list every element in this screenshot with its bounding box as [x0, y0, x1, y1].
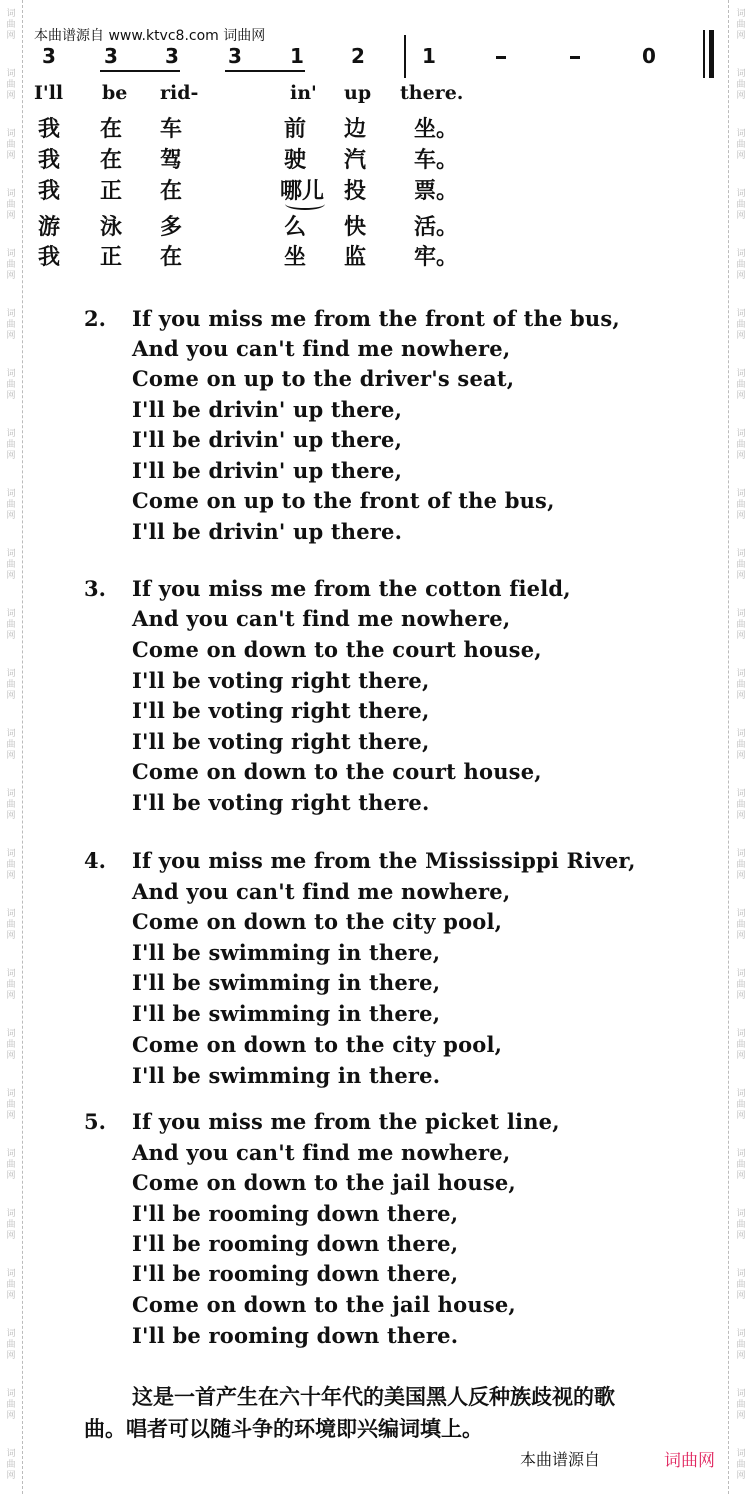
verse-line: I'll be rooming down there, [132, 1261, 459, 1286]
watermark-glyph: 曲 [6, 1460, 16, 1470]
watermark-glyph: 词 [6, 489, 16, 499]
lyric-char: 坐 [284, 245, 307, 270]
watermark-glyph: 曲 [6, 680, 16, 690]
watermark-glyph: 网 [736, 991, 746, 1001]
watermark-glyph: 词 [6, 9, 16, 19]
watermark-glyph: 网 [736, 1231, 746, 1241]
final-bar-thin [703, 30, 705, 78]
watermark-glyph: 曲 [736, 1040, 746, 1050]
watermark-glyph: 网 [736, 1111, 746, 1121]
watermark-glyph: 词 [736, 1149, 746, 1159]
verse-number: 5. [84, 1109, 106, 1134]
watermark-glyph: 曲 [736, 80, 746, 90]
lyric-char: 我 [38, 245, 61, 270]
watermark-glyph: 网 [736, 391, 746, 401]
watermark-glyph: 词 [736, 249, 746, 259]
watermark-glyph: 词 [6, 1389, 16, 1399]
watermark-glyph: 网 [736, 1171, 746, 1181]
chinese-lyric-row [0, 210, 728, 238]
watermark-glyph: 曲 [736, 980, 746, 990]
watermark-glyph: 曲 [6, 260, 16, 270]
watermark-glyph: 网 [736, 31, 746, 41]
lyric-char: 驾 [160, 148, 183, 173]
watermark-glyph: 曲 [736, 260, 746, 270]
watermark-glyph: 曲 [6, 560, 16, 570]
lyric-char: 游 [38, 215, 61, 240]
watermark-glyph: 曲 [736, 1160, 746, 1170]
watermark-glyph: 词 [6, 69, 16, 79]
watermark-glyph: 网 [736, 151, 746, 161]
watermark-glyph: 网 [736, 511, 746, 521]
watermark-glyph: 曲 [6, 1100, 16, 1110]
watermark-glyph: 曲 [6, 740, 16, 750]
verse-line: If you miss me from the Mississippi River, [132, 848, 636, 873]
verse-line: And you can't find me nowhere, [132, 1140, 511, 1165]
verse-line: Come on up to the driver's seat, [132, 366, 515, 391]
watermark-glyph: 词 [6, 1329, 16, 1339]
watermark-glyph: 词 [736, 9, 746, 19]
watermark-glyph: 词 [736, 429, 746, 439]
watermark-glyph: 词 [736, 1029, 746, 1039]
watermark-glyph: 网 [6, 91, 16, 101]
watermark-glyph: 曲 [736, 20, 746, 30]
watermark-glyph: 词 [6, 189, 16, 199]
lyric-syllable: be [102, 82, 128, 104]
watermark-glyph: 词 [736, 1389, 746, 1399]
watermark-glyph: 词 [736, 849, 746, 859]
watermark-glyph: 词 [6, 1449, 16, 1459]
lyric-char: 前 [284, 117, 307, 142]
watermark-glyph: 词 [6, 429, 16, 439]
watermark-glyph: 网 [6, 1471, 16, 1481]
lyric-char: 车。 [414, 148, 459, 173]
lyric-syllable: in' [290, 82, 317, 104]
watermark-glyph: 网 [736, 1351, 746, 1361]
verse-line: I'll be swimming in there, [132, 1001, 441, 1026]
watermark-glyph: 网 [6, 151, 16, 161]
watermark-glyph: 曲 [6, 860, 16, 870]
watermark-glyph: 词 [6, 1209, 16, 1219]
lyric-char: 牢。 [414, 245, 459, 270]
note: 0 [642, 44, 656, 68]
watermark-glyph: 网 [6, 691, 16, 701]
chinese-lyric-row [0, 143, 728, 171]
watermark-glyph: 词 [736, 549, 746, 559]
lyric-char: 汽 [344, 148, 367, 173]
verse-line: Come on down to the city pool, [132, 909, 503, 934]
watermark-glyph: 网 [736, 451, 746, 461]
verse-line: And you can't find me nowhere, [132, 336, 511, 361]
watermark-glyph: 曲 [6, 800, 16, 810]
watermark-glyph: 曲 [736, 740, 746, 750]
chinese-lyric-row [0, 174, 728, 202]
watermark-glyph: 词 [736, 1209, 746, 1219]
note: 2 [351, 44, 365, 68]
watermark-glyph: 网 [6, 1051, 16, 1061]
watermark-glyph: 网 [6, 631, 16, 641]
watermark-glyph: 曲 [6, 1220, 16, 1230]
note: 3 [42, 44, 56, 68]
dash [496, 56, 506, 59]
watermark-glyph: 曲 [736, 560, 746, 570]
lyric-char: 哪儿 [280, 179, 325, 204]
watermark-glyph: 网 [736, 811, 746, 821]
watermark-glyph: 曲 [736, 860, 746, 870]
verse-line: Come on down to the jail house, [132, 1170, 516, 1195]
verse-line: I'll be voting right there, [132, 668, 430, 693]
watermark-glyph: 网 [736, 211, 746, 221]
watermark-glyph: 曲 [736, 1220, 746, 1230]
lyric-char: 我 [38, 117, 61, 142]
watermark-glyph: 曲 [6, 200, 16, 210]
watermark-glyph: 曲 [736, 500, 746, 510]
chinese-lyric-row [0, 240, 728, 268]
watermark-glyph: 词 [736, 1449, 746, 1459]
watermark-glyph: 曲 [736, 1100, 746, 1110]
watermark-glyph: 曲 [736, 200, 746, 210]
watermark-glyph: 网 [736, 871, 746, 881]
verse-line: I'll be swimming in there. [132, 1063, 441, 1088]
watermark-glyph: 词 [6, 1269, 16, 1279]
lyric-char: 快 [344, 215, 367, 240]
watermark-glyph: 网 [736, 631, 746, 641]
lyric-char: 在 [160, 245, 183, 270]
watermark-glyph: 词 [6, 549, 16, 559]
verse-line: Come on down to the court house, [132, 759, 542, 784]
verse-line: Come on down to the city pool, [132, 1032, 503, 1057]
watermark-glyph: 词 [6, 309, 16, 319]
dash [570, 56, 580, 59]
watermark-glyph: 词 [736, 1329, 746, 1339]
watermark-glyph: 曲 [6, 1040, 16, 1050]
watermark-glyph: 曲 [736, 920, 746, 930]
watermark-glyph: 曲 [736, 1460, 746, 1470]
watermark-glyph: 曲 [6, 440, 16, 450]
verse-line: I'll be swimming in there, [132, 940, 441, 965]
watermark-glyph: 曲 [6, 1280, 16, 1290]
verse-line: If you miss me from the front of the bus, [132, 306, 620, 331]
lyric-char: 监 [344, 245, 367, 270]
chinese-lyric-row [0, 112, 728, 140]
watermark-glyph: 词 [736, 189, 746, 199]
watermark-glyph: 词 [736, 609, 746, 619]
watermark-glyph: 词 [736, 1089, 746, 1099]
verse-line: I'll be voting right there. [132, 790, 430, 815]
watermark-glyph: 网 [6, 331, 16, 341]
lyric-char: 正 [100, 179, 123, 204]
watermark-glyph: 网 [736, 271, 746, 281]
watermark-glyph: 曲 [736, 1280, 746, 1290]
footnote-line-2: 曲。唱者可以随斗争的环境即兴编词填上。 [84, 1417, 483, 1441]
lyric-char: 在 [100, 148, 123, 173]
verse-number: 3. [84, 576, 106, 601]
footnote-line-1: 这是一首产生在六十年代的美国黑人反种族歧视的歌 [132, 1385, 615, 1409]
lyric-char: 票。 [414, 179, 459, 204]
watermark-glyph: 网 [6, 871, 16, 881]
watermark-glyph: 词 [736, 1269, 746, 1279]
watermark-glyph: 词 [6, 249, 16, 259]
watermark-glyph: 词 [6, 669, 16, 679]
verse-line: I'll be voting right there, [132, 729, 430, 754]
lyric-syllable: I'll [34, 82, 64, 104]
verse-number: 4. [84, 848, 106, 873]
watermark-glyph: 网 [736, 571, 746, 581]
note: 3 [104, 44, 118, 68]
watermark-glyph: 曲 [6, 380, 16, 390]
beam-underline [100, 70, 180, 72]
watermark-glyph: 网 [6, 211, 16, 221]
watermark-glyph: 词 [6, 909, 16, 919]
lyric-char: 活。 [414, 215, 459, 240]
lyric-char: 在 [100, 117, 123, 142]
bar-line [404, 35, 406, 78]
watermark-glyph: 曲 [6, 500, 16, 510]
source-label: 本曲谱源自 www.ktvc8.com 词曲网 [34, 28, 266, 44]
watermark-glyph: 网 [6, 271, 16, 281]
verse-line: I'll be swimming in there, [132, 970, 441, 995]
watermark-glyph: 曲 [736, 440, 746, 450]
watermark-glyph: 网 [736, 691, 746, 701]
watermark-glyph: 词 [6, 969, 16, 979]
watermark-glyph: 网 [736, 1471, 746, 1481]
note: 1 [290, 44, 304, 68]
lyric-char: 边 [344, 117, 367, 142]
watermark-glyph: 网 [6, 1351, 16, 1361]
watermark-glyph: 网 [736, 331, 746, 341]
lyric-char: 坐。 [414, 117, 459, 142]
watermark-glyph: 网 [736, 91, 746, 101]
verse-line: And you can't find me nowhere, [132, 606, 511, 631]
watermark-glyph: 词 [736, 669, 746, 679]
watermark-glyph: 曲 [736, 320, 746, 330]
watermark-glyph: 词 [736, 729, 746, 739]
verse-line: I'll be rooming down there, [132, 1201, 459, 1226]
watermark-glyph: 曲 [736, 380, 746, 390]
watermark-glyph: 词 [736, 129, 746, 139]
lyric-char: 驶 [284, 148, 307, 173]
lyric-syllable: up [344, 82, 372, 104]
watermark-glyph: 词 [6, 369, 16, 379]
verse-line: I'll be drivin' up there, [132, 427, 403, 452]
footer-brand-link[interactable]: 词曲网 [664, 1451, 715, 1471]
note: 1 [422, 44, 436, 68]
watermark-glyph: 词 [6, 609, 16, 619]
verse-line: If you miss me from the picket line, [132, 1109, 560, 1134]
watermark-glyph: 词 [736, 69, 746, 79]
watermark-glyph: 曲 [736, 140, 746, 150]
lyric-syllable: there. [400, 82, 464, 104]
watermark-glyph: 网 [736, 1051, 746, 1061]
watermark-glyph: 曲 [6, 140, 16, 150]
note: 3 [165, 44, 179, 68]
watermark-glyph: 词 [6, 789, 16, 799]
watermark-glyph: 网 [736, 751, 746, 761]
verse-line: I'll be drivin' up there, [132, 397, 403, 422]
verse-line: Come on up to the front of the bus, [132, 488, 555, 513]
watermark-glyph: 网 [736, 931, 746, 941]
watermark-glyph: 词 [6, 1149, 16, 1159]
watermark-glyph: 网 [6, 31, 16, 41]
final-bar-thick [709, 30, 714, 78]
watermark-glyph: 词 [736, 309, 746, 319]
watermark-glyph: 词 [6, 849, 16, 859]
verse-line: And you can't find me nowhere, [132, 879, 511, 904]
verse-line: Come on down to the jail house, [132, 1292, 516, 1317]
lyric-char: 投 [344, 179, 367, 204]
watermark-glyph: 词 [6, 729, 16, 739]
english-lyric-row [0, 82, 728, 110]
watermark-glyph: 网 [736, 1411, 746, 1421]
lyric-char: 车 [160, 117, 183, 142]
watermark-glyph: 网 [6, 1171, 16, 1181]
lyric-char: 在 [160, 179, 183, 204]
watermark-glyph: 词 [6, 1089, 16, 1099]
watermark-glyph: 网 [6, 391, 16, 401]
watermark-glyph: 曲 [6, 920, 16, 930]
lyric-char: 正 [100, 245, 123, 270]
lyric-char: 我 [38, 179, 61, 204]
verse-line: I'll be voting right there, [132, 698, 430, 723]
watermark-glyph: 网 [6, 811, 16, 821]
watermark-glyph: 网 [6, 571, 16, 581]
watermark-glyph: 曲 [736, 1400, 746, 1410]
verse-line: If you miss me from the cotton field, [132, 576, 571, 601]
music-notation [0, 40, 728, 80]
slur-mark [285, 198, 325, 210]
lyric-char: 么 [284, 215, 307, 240]
watermark-glyph: 词 [736, 369, 746, 379]
verse-line: I'll be drivin' up there, [132, 458, 403, 483]
watermark-glyph: 网 [6, 991, 16, 1001]
watermark-glyph: 曲 [736, 800, 746, 810]
watermark-glyph: 词 [6, 1029, 16, 1039]
lyric-char: 泳 [100, 215, 123, 240]
watermark-glyph: 网 [6, 1111, 16, 1121]
watermark-glyph: 网 [6, 1291, 16, 1301]
footer-source-label: 本曲谱源自 [520, 1450, 601, 1469]
watermark-glyph: 曲 [736, 680, 746, 690]
watermark-glyph: 曲 [6, 1160, 16, 1170]
watermark-glyph: 词 [736, 489, 746, 499]
watermark-glyph: 曲 [6, 80, 16, 90]
right-dashed-border [728, 0, 729, 1494]
watermark-glyph: 网 [6, 751, 16, 761]
lyric-syllable: rid- [160, 82, 199, 104]
verse-line: I'll be rooming down there, [132, 1231, 459, 1256]
lyric-char: 多 [160, 215, 183, 240]
watermark-glyph: 网 [6, 511, 16, 521]
verse-line: I'll be drivin' up there. [132, 519, 403, 544]
watermark-glyph: 网 [6, 931, 16, 941]
watermark-glyph: 词 [736, 909, 746, 919]
lyric-char: 我 [38, 148, 61, 173]
watermark-glyph: 词 [6, 129, 16, 139]
watermark-glyph: 曲 [6, 320, 16, 330]
watermark-glyph: 曲 [6, 620, 16, 630]
watermark-glyph: 曲 [6, 980, 16, 990]
watermark-glyph: 曲 [736, 1340, 746, 1350]
note: 3 [228, 44, 242, 68]
watermark-glyph: 词 [736, 789, 746, 799]
watermark-glyph: 网 [6, 1231, 16, 1241]
watermark-glyph: 词 [736, 969, 746, 979]
watermark-glyph: 曲 [6, 1400, 16, 1410]
verse-number: 2. [84, 306, 106, 331]
watermark-glyph: 曲 [6, 20, 16, 30]
watermark-glyph: 网 [6, 451, 16, 461]
watermark-glyph: 曲 [6, 1340, 16, 1350]
watermark-glyph: 网 [6, 1411, 16, 1421]
watermark-glyph: 网 [736, 1291, 746, 1301]
verse-line: Come on down to the court house, [132, 637, 542, 662]
beam-underline [225, 70, 305, 72]
watermark-glyph: 曲 [736, 620, 746, 630]
verse-line: I'll be rooming down there. [132, 1323, 459, 1348]
